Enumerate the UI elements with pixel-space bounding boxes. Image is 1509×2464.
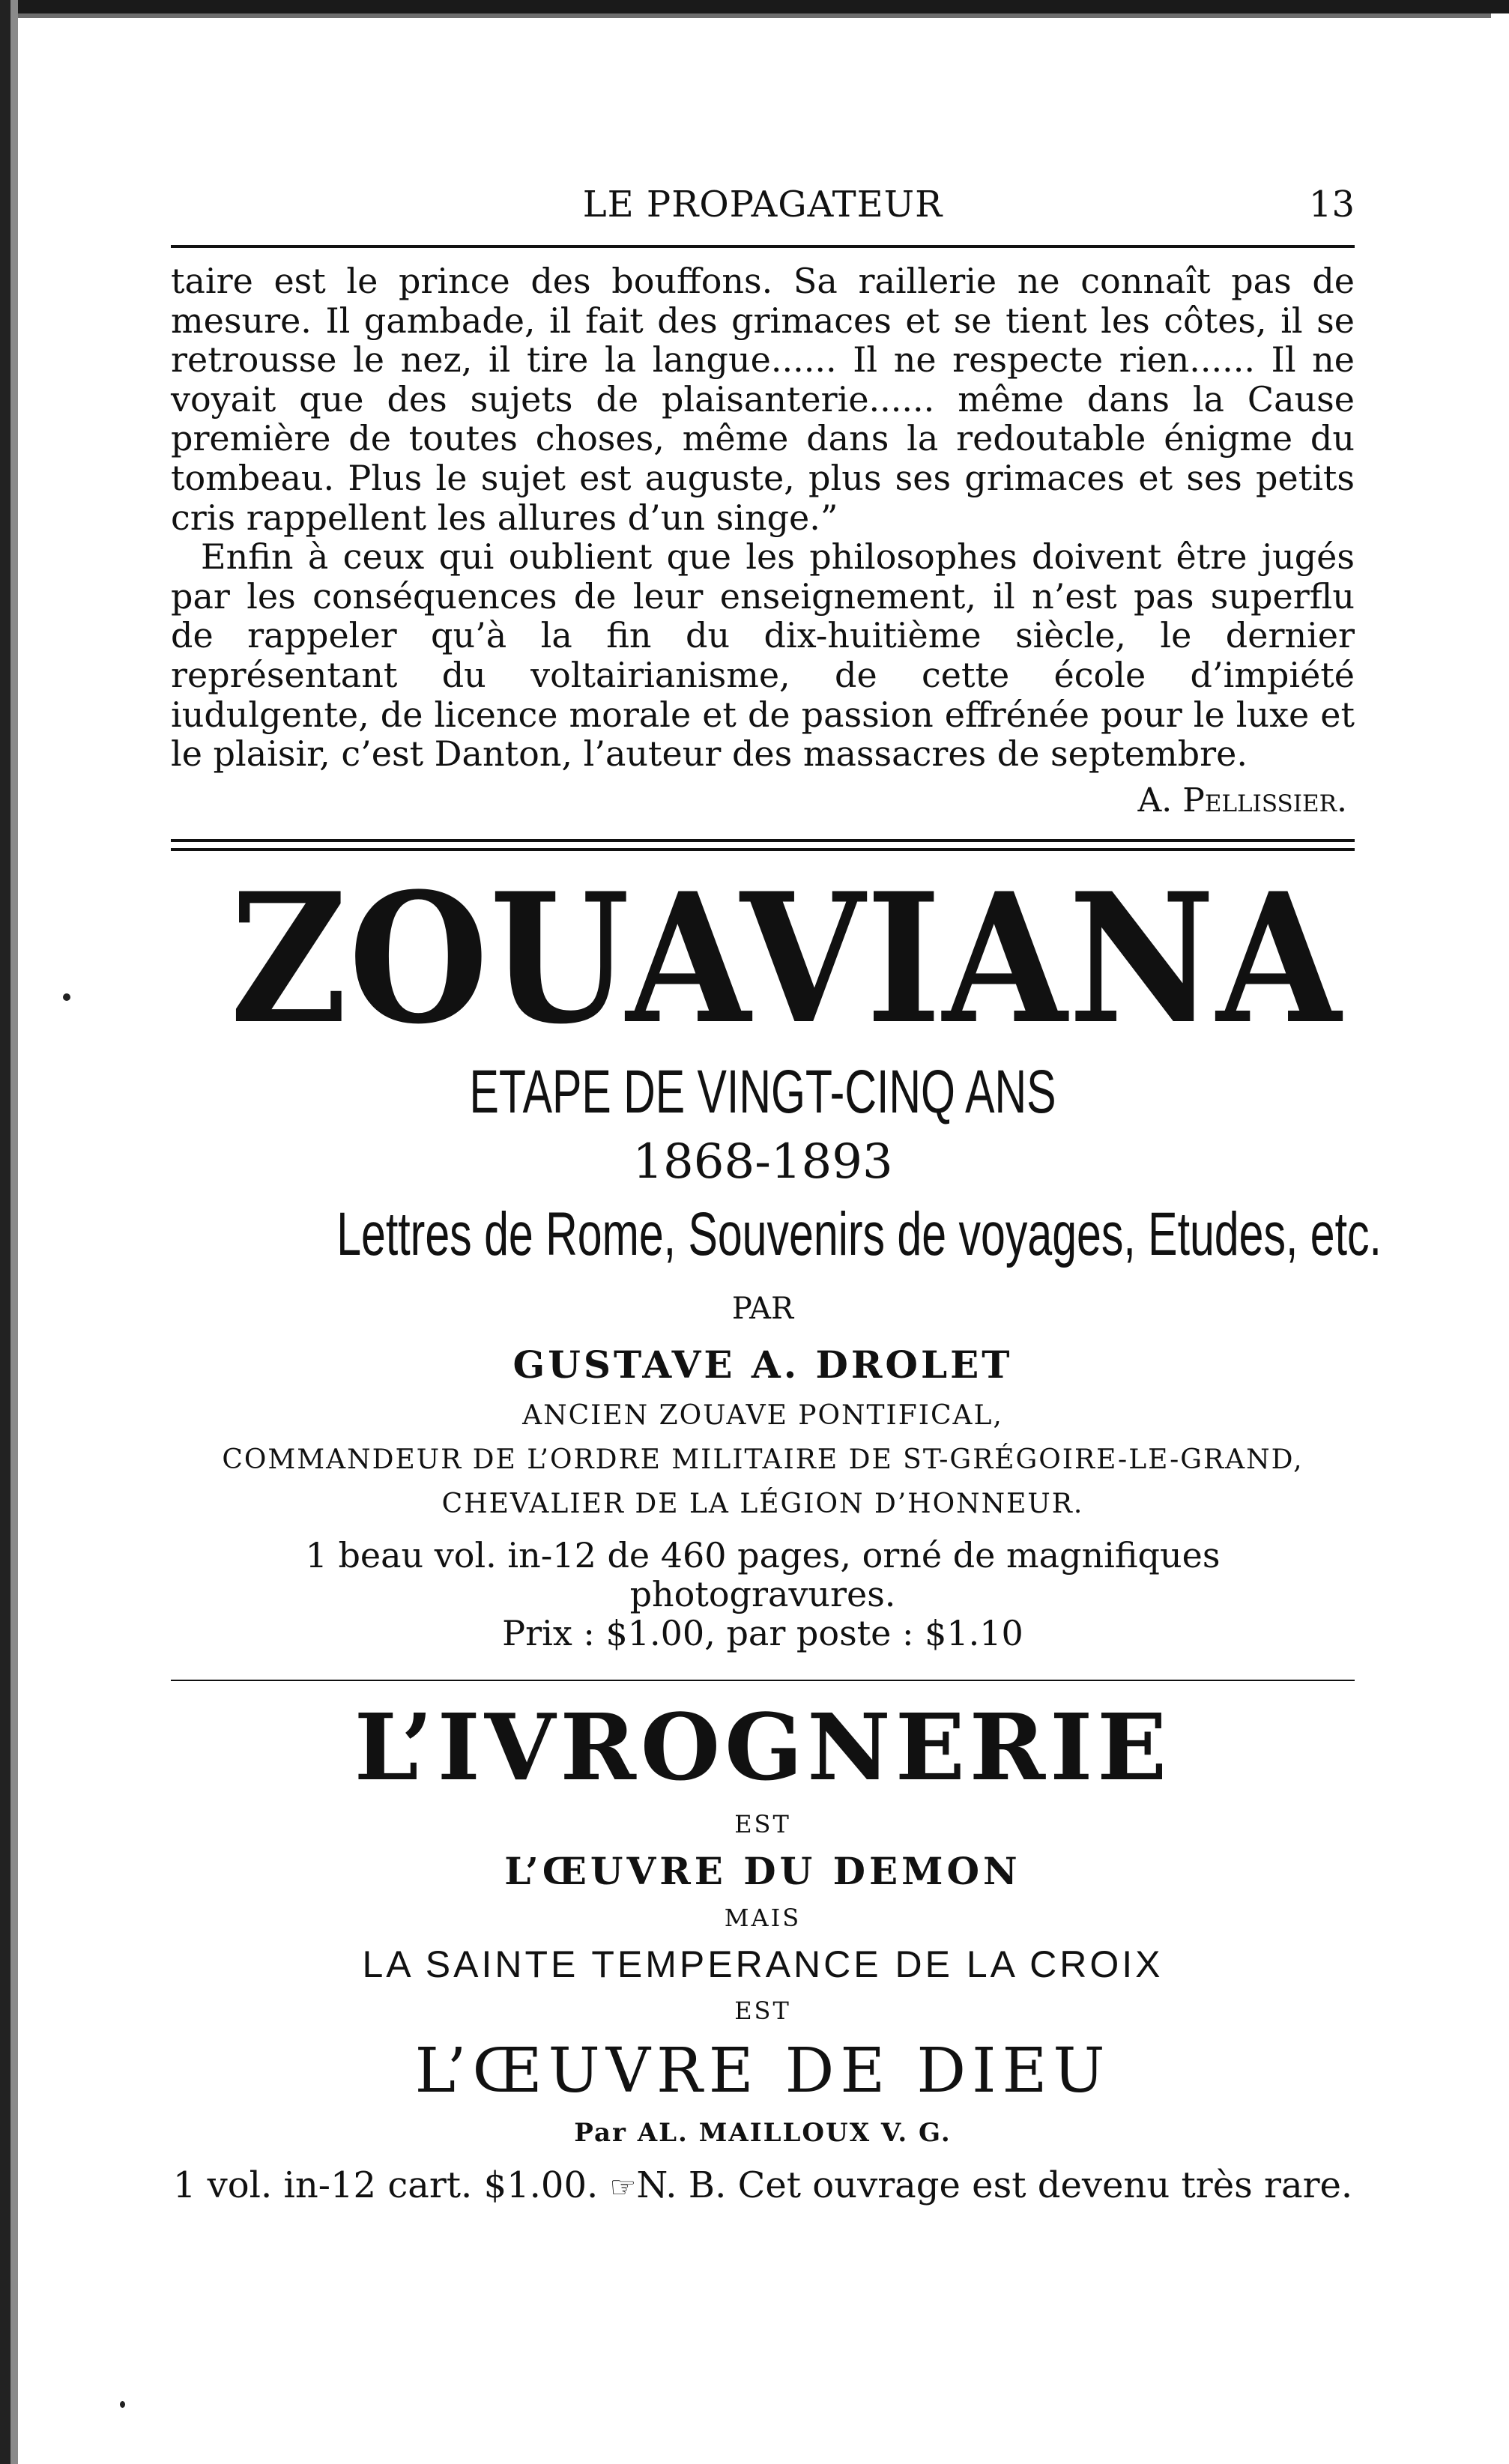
- author-title-line: ANCIEN ZOUAVE PONTIFICAL,: [522, 1399, 1003, 1431]
- sainte-temperance: LA SAINTE TEMPERANCE DE LA CROIX: [362, 1943, 1164, 1985]
- ivrognerie-price: 1 vol. in-12 cart. $1.00.: [172, 2164, 599, 2206]
- scan-edge-left-shadow: [10, 0, 18, 2464]
- zouaviana-par: PAR: [731, 1291, 794, 1326]
- ivrognerie-note: N. B. Cet ouvrage est devenu très rare.: [636, 2164, 1353, 2206]
- connector-word: EST: [734, 1996, 791, 2025]
- connector-word: EST: [734, 1809, 791, 1838]
- zouaviana-advertisement: [171, 854, 1382, 1653]
- section-double-rule: [171, 839, 1355, 851]
- ink-speck: [63, 993, 70, 1001]
- scan-edge-top-shadow: [0, 13, 1491, 18]
- zouaviana-format: 1 beau vol. in-12 de 460 pages, orné de magnifiques photogravures.: [305, 1534, 1221, 1614]
- ivrognerie-author: Par AL. MAILLOUX V. G.: [574, 2117, 952, 2148]
- oeuvre-du-demon: L’ŒUVRE DU DEMON: [504, 1848, 1021, 1893]
- zouaviana-author: GUSTAVE A. DROLET: [512, 1342, 1013, 1387]
- article-section: [171, 261, 1355, 820]
- section-rule: [171, 1680, 1355, 1681]
- ivrognerie-advertisement: [171, 1692, 1355, 2206]
- header-rule: [171, 245, 1355, 248]
- ink-speck: [120, 2401, 125, 2408]
- zouaviana-years: 1868-1893: [632, 1133, 893, 1190]
- article-signature: A. Pellissier.: [1137, 781, 1347, 820]
- pointing-hand-icon: ☞: [609, 2170, 637, 2205]
- article-paragraph: Enfin à ceux qui oublient que les philosophes doivent être jugés par les conséquences de leur enseignement, il n’est pas superflu de rappeler qu’à la fin du dix-huitième siècle, le dernier représentant du voltairianisme, de cette école d’impiété iudulgente, de licence morale et de passion effrénée pour le luxe et le plaisir, c’est Danton, l’auteur des massacres de septembre.: [171, 536, 1355, 775]
- scan-edge-left: [0, 0, 10, 2464]
- scan-edge-top: [0, 0, 1509, 13]
- running-header: [171, 176, 1355, 234]
- zouaviana-contents: Lettres de Rome, Souvenirs de voyages, Etudes, etc.: [336, 1199, 1382, 1268]
- oeuvre-de-dieu: L’ŒUVRE DE DIEU: [414, 2035, 1111, 2107]
- zouaviana-price: Prix : $1.00, par poste : $1.10: [502, 1612, 1023, 1653]
- author-title-line: CHEVALIER DE LA LÉGION D’HONNEUR.: [441, 1488, 1084, 1519]
- page-number: 13: [1308, 184, 1355, 225]
- article-paragraph: taire est le prince des bouffons. Sa raillerie ne connaît pas de mesure. Il gambade, il fait des grimaces et se tient les côtes, il se retrousse le nez, il tire la langue...... Il ne respecte rien...... Il ne voyait que des sujets de plaisanterie...... même dans la Cause première de toutes choses, même dans la redoutable énigme du tombeau. Plus le sujet est auguste, plus ses grimaces et ses petits cris rappellent les allures d’un singe.”: [171, 261, 1355, 538]
- ivrognerie-price-line: [171, 2164, 1355, 2206]
- zouaviana-subtitle: ETAPE DE VINGT-CINQ ANS: [469, 1057, 1056, 1126]
- page: [171, 176, 1382, 2206]
- ivrognerie-title: L’IVROGNERIE: [354, 1692, 1172, 1801]
- author-title-line: COMMANDEUR DE L’ORDRE MILITAIRE DE ST-GRÉGOIRE-LE-GRAND,: [222, 1444, 1304, 1475]
- running-title: LE PROPAGATEUR: [582, 184, 943, 225]
- connector-word: MAIS: [724, 1903, 802, 1932]
- zouaviana-title: ZOUAVIANA: [230, 854, 1343, 1064]
